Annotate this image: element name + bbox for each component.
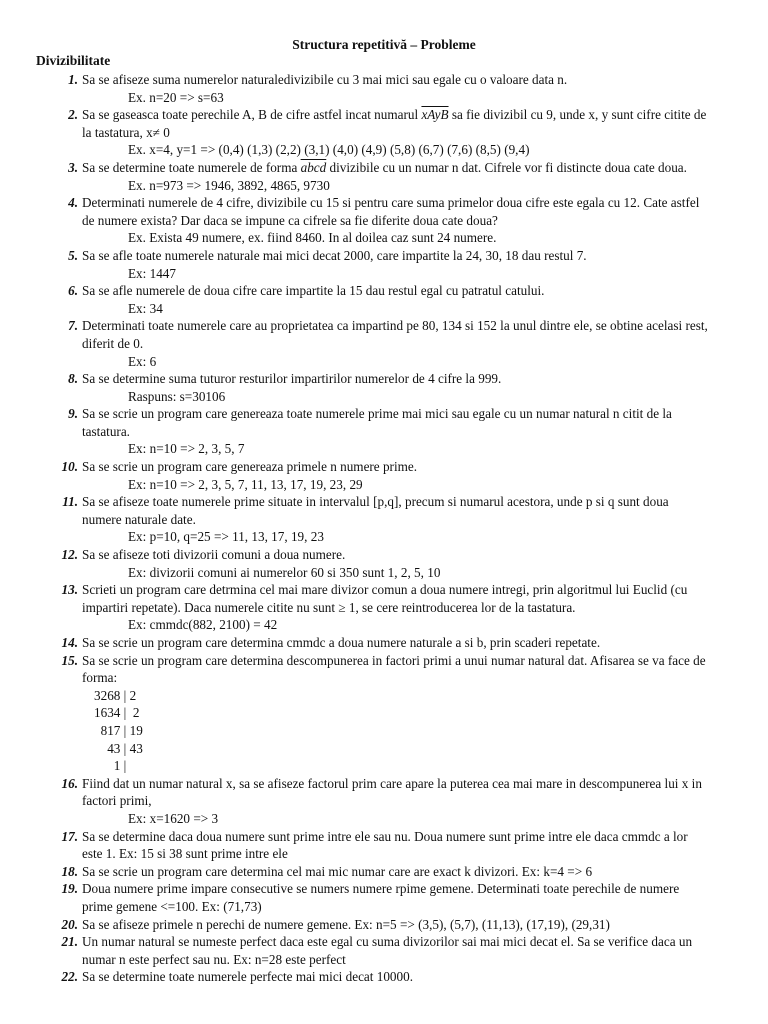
problem-number: 12.: [61, 547, 78, 563]
problem-text: Sa se determine toate numerele perfecte mai mici decat 10000.: [82, 969, 414, 985]
problem-text: Sa se scrie un program care genereaza toate numerele prime mai mici sau egale cu un numar natural n citit de la tastatura.: [82, 406, 672, 439]
problem-text: Un numar natural se numeste perfect daca este egal cu suma divizorilor sai mai mici decat el. Sa se verifice daca un numar n este perfect sau nu. Ex: n=28 este perfect: [82, 934, 693, 967]
problem-number: 2.: [68, 107, 78, 123]
problem-example: Ex. n=20 => s=63: [128, 89, 224, 105]
problem-text: Sa se scrie un program care genereaza primele n numere prime.: [82, 459, 418, 475]
problem-example: Ex: n=10 => 2, 3, 5, 7, 11, 13, 17, 19, 23, 29: [128, 476, 363, 492]
problem-text: Sa se gaseasca toate perechile A, B de cifre astfel incat numarul xAyB sa fie divizibil cu 9, unde x, y sunt cifre citite de la tastatura, x≠ 0: [82, 107, 707, 140]
problem-text: Sa se determine daca doua numere sunt prime intre ele sau nu. Doua numere sunt prime intre ele daca cmmdc a lor este 1. Ex: 15 si 38 sunt prime intre ele: [82, 828, 688, 862]
problem-number: 5.: [68, 247, 78, 263]
problem-text: Fiind dat un numar natural x, sa se afiseze factorul prim care apare la puterea cea mai mare in descompunerea lui x in factori primi,: [82, 775, 702, 809]
problem-text: Sa se afiseze primele n perechi de numere gemene. Ex: n=5 => (3,5), (5,7), (11,13), (17,19), (29,31): [82, 916, 610, 932]
problem-example: Ex: n=10 => 2, 3, 5, 7: [128, 441, 245, 457]
problem-text: Sa se afiseze toti divizorii comuni a doua numere.: [82, 547, 346, 563]
problem-example: Ex. x=4, y=1 => (0,4) (1,3) (2,2) (3,1) (4,0) (4,9) (5,8) (6,7) (7,6) (8,5) (9,4): [128, 142, 530, 158]
problem-example: Ex: 6: [128, 353, 157, 369]
problem-number: 21.: [61, 934, 78, 950]
problem-number: 7.: [68, 318, 78, 334]
problem-example: Ex: 1447: [128, 265, 176, 281]
problem-example: Ex: divizorii comuni ai numerelor 60 si 350 sunt 1, 2, 5, 10: [128, 564, 441, 580]
problem-number: 14.: [61, 635, 78, 650]
problem-number: 22.: [61, 969, 78, 985]
problem-item: [0, 458, 768, 493]
problem-item: [0, 828, 768, 863]
problem-item: [0, 405, 768, 458]
problem-number: 17.: [61, 828, 78, 844]
problem-number: 1.: [68, 72, 78, 87]
problem-item: [0, 370, 768, 405]
problem-item: [0, 634, 768, 652]
problem-number: 15.: [61, 652, 78, 668]
factorization-row: 43 | 43: [94, 740, 143, 756]
problem-item: [0, 106, 768, 159]
problem-item: [0, 282, 768, 317]
factorization-row: 1634 | 2: [94, 705, 140, 721]
problem-number: 4.: [68, 195, 78, 211]
problem-text: Sa se scrie un program care determina cel mai mic numar care are exact k divizori. Ex: k=4 => 6: [82, 863, 593, 879]
problem-text: Sa se scrie un program care determina descompunerea in factori primi a unui numar natural dat. Afisarea se va face de forma:: [82, 652, 706, 686]
problem-text: Doua numere prime impare consecutive se numers numere rpime gemene. Determinati toate perechile de numere prime gemene <=100. Ex: (71,73): [82, 881, 680, 914]
problem-item: [0, 71, 768, 106]
problem-item: [0, 317, 768, 370]
problem-number: 11.: [62, 494, 78, 510]
problem-item: [0, 194, 768, 247]
problem-item: [0, 933, 768, 968]
factorization-row: 1 |: [94, 758, 127, 774]
problem-item: [0, 775, 768, 828]
problem-number: 19.: [61, 881, 78, 897]
problem-list: [0, 71, 768, 986]
problem-item: [0, 863, 768, 881]
problem-item: [0, 581, 768, 634]
problem-number: 13.: [61, 582, 78, 598]
problem-example: Ex: p=10, q=25 => 11, 13, 17, 19, 23: [128, 529, 324, 545]
problem-text: Scrieti un program care detrmina cel mai mare divizor comun a doua numere intregi, prin algoritmul lui Euclid (cu impartiri repetate). Daca numerele citite nu sunt ≥ 1, se cere reintroducerea lor de la tastatura.: [82, 582, 688, 615]
problem-number: 18.: [61, 863, 78, 879]
problem-number: 20.: [61, 916, 78, 932]
problem-item: [0, 546, 768, 581]
problem-item: [0, 652, 768, 687]
problem-item: [0, 493, 768, 546]
problem-number: 16.: [61, 775, 78, 791]
factorization-table: [0, 687, 768, 775]
problem-number: 10.: [61, 459, 78, 475]
problem-text: Sa se afiseze toate numerele prime situate in intervalul [p,q], precum si numarul acestora, unde p si q sunt doua numere naturale date.: [82, 494, 669, 527]
problem-example: Ex: cmmdc(882, 2100) = 42: [128, 617, 278, 633]
problem-example: Ex: x=1620 => 3: [128, 810, 219, 826]
overlined-number: abcd: [300, 159, 327, 175]
problem-item: [0, 159, 768, 194]
section-heading: Divizibilitate: [36, 53, 111, 68]
problem-item: [0, 880, 768, 915]
factorization-row: 3268 | 2: [94, 687, 137, 703]
problem-text: Sa se scrie un program care determina cmmdc a doua numere naturale a si b, prin scaderi repetate.: [82, 635, 601, 650]
problem-example: Ex: 34: [128, 300, 163, 316]
problem-text: Sa se afle toate numerele naturale mai mici decat 2000, care impartite la 24, 30, 18 dau restul 7.: [82, 247, 587, 263]
problem-number: 3.: [68, 159, 78, 175]
overlined-number: xAyB: [421, 107, 449, 123]
problem-text: Sa se afiseze suma numerelor naturaledivizibile cu 3 mai mici sau egale cu o valoare data n.: [82, 72, 568, 87]
page-title: Structura repetitivă – Probleme: [292, 37, 476, 52]
problem-text: Sa se determine toate numerele de forma abcd divizibile cu un numar n dat. Cifrele vor fi distincte doua cate doua.: [82, 159, 687, 175]
problem-text: Sa se afle numerele de doua cifre care impartite la 15 dau restul egal cu patratul catului.: [82, 283, 545, 299]
problem-item: [0, 968, 768, 986]
problem-number: 9.: [68, 406, 78, 422]
problem-text: Determinati toate numerele care au proprietatea ca impartind pe 80, 134 si 152 la unul dintre ele, se obtine acelasi rest, diferit de 0.: [82, 318, 708, 351]
problem-item: [0, 916, 768, 934]
problem-item: [0, 247, 768, 282]
problem-answer: Raspuns: s=30106: [128, 388, 226, 404]
problem-number: 8.: [68, 371, 78, 387]
problem-text: Determinati numerele de 4 cifre, divizibile cu 15 si pentru care suma primelor doua cifre este egala cu 12. Cate astfel de numere exista? Dar daca se impune ca cifrele sa fie diferite doua cate doua?: [82, 195, 700, 228]
problem-number: 6.: [68, 283, 78, 299]
problem-text: Sa se determine suma tuturor resturilor impartirilor numerelor de 4 cifre la 999.: [82, 371, 502, 387]
problem-example: Ex. Exista 49 numere, ex. fiind 8460. In al doilea caz sunt 24 numere.: [128, 230, 497, 246]
factorization-row: 817 | 19: [94, 722, 143, 738]
problem-example: Ex. n=973 => 1946, 3892, 4865, 9730: [128, 177, 330, 193]
